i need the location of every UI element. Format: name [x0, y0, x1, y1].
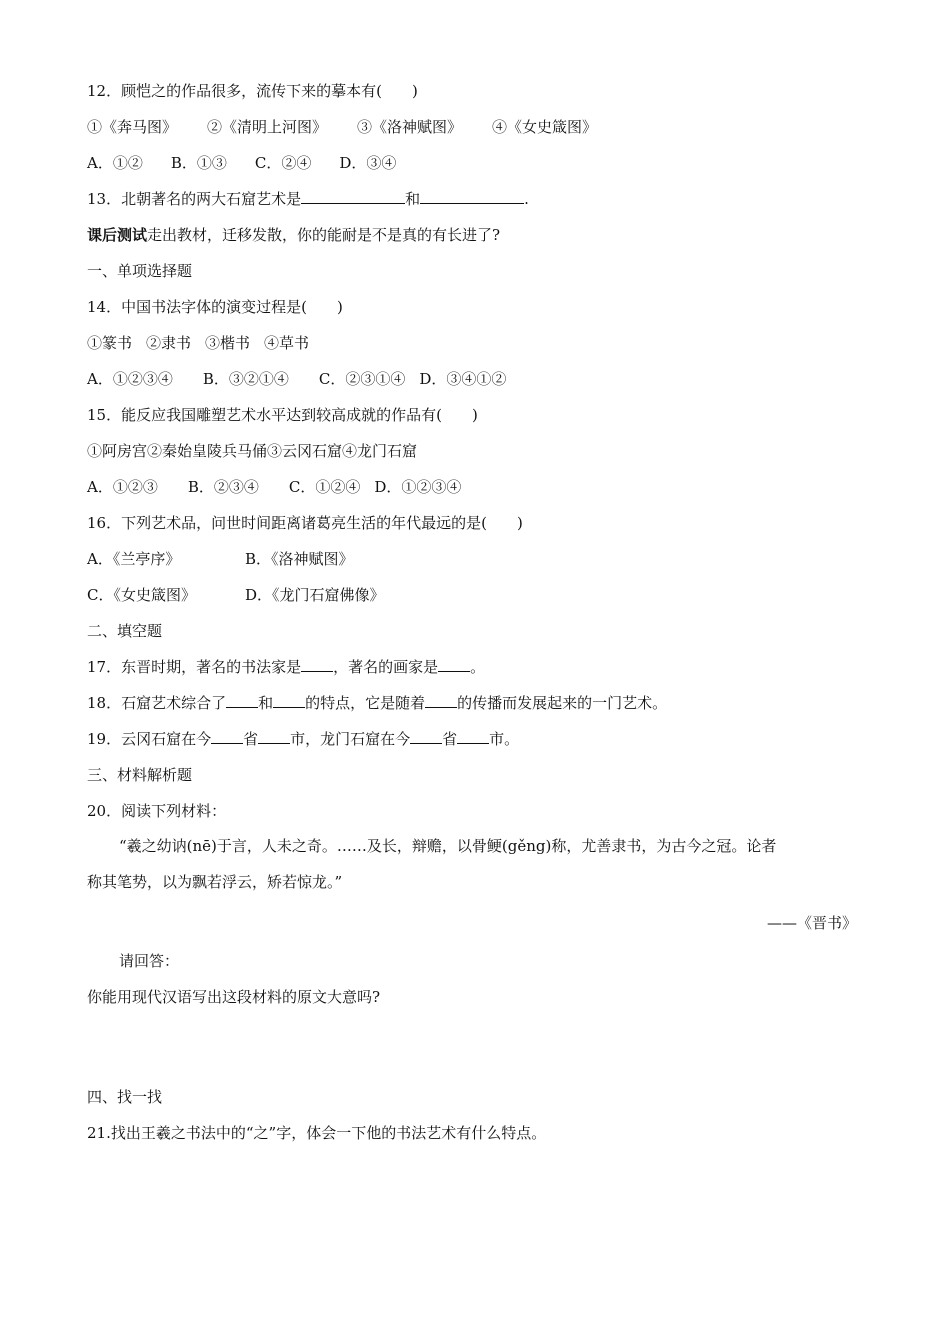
q17-part-2: ，著名的画家是 [333, 658, 439, 676]
q16-option-c: C．《女史箴图》 [87, 586, 196, 604]
q14-option-a: A．①②③④ [87, 370, 173, 388]
q18-part-2: 和 [258, 694, 274, 712]
q16-options-row1 [87, 549, 354, 569]
q19-blank-1[interactable] [211, 729, 243, 744]
q12-option-a: A．①② [87, 154, 143, 172]
q19-line [87, 729, 519, 749]
q15-items: ①阿房宫②秦始皇陵兵马俑③云冈石窟④龙门石窟 [87, 442, 418, 460]
q20-quote-line-1: “羲之幼讷(nē)于言，人未之奇。……及长，辩赡，以骨鲠(gěng)称，尤善隶书，为古今之冠。论者 [119, 837, 777, 855]
q14-items [87, 333, 309, 353]
q12-option-c: C．②④ [254, 154, 312, 172]
q14-stem: 14．中国书法字体的演变过程是( ) [87, 298, 343, 316]
q20-quote-line-2: 称其笔势，以为飘若浮云，矫若惊龙。” [87, 873, 343, 891]
q20-stem: 20．阅读下列材料： [87, 802, 227, 820]
q17-line [87, 657, 485, 677]
section-heading-3: 三、材料解析题 [87, 766, 193, 784]
post-test-text: 走出教材，迁移发散，你的能耐是不是真的有长进了? [147, 226, 501, 244]
q17-part-3: 。 [470, 658, 486, 676]
section-heading-2: 二、填空题 [87, 622, 163, 640]
q12-option-b: B．①③ [170, 154, 227, 172]
q14-item-2: ②隶书 [146, 334, 192, 352]
q20-question: 你能用现代汉语写出这段材料的原文大意吗? [87, 988, 381, 1006]
q15-option-a: A．①②③ [87, 478, 158, 496]
q18-part-4: 的传播而发展起来的一门艺术。 [457, 694, 668, 712]
q19-part-4: 省 [442, 730, 458, 748]
section-heading-4: 四、找一找 [87, 1088, 163, 1106]
q12-option-d: D．③④ [339, 154, 397, 172]
post-test-line [87, 225, 500, 245]
q13-prefix: 13．北朝著名的两大石窟艺术是 [87, 190, 302, 208]
q17-blank-1[interactable] [301, 657, 333, 672]
q18-part-1: 18．石窟艺术综合了 [87, 694, 227, 712]
q19-part-3: 市，龙门石窟在今 [290, 730, 411, 748]
q15-stem: 15．能反应我国雕塑艺术水平达到较高成就的作品有( ) [87, 406, 478, 424]
q13-suffix: . [524, 190, 529, 208]
q14-option-d: D．③④①② [419, 370, 507, 388]
section-heading-1: 一、单项选择题 [87, 262, 193, 280]
q13-blank-2[interactable] [420, 189, 524, 204]
q14-item-4: ④草书 [264, 334, 310, 352]
q20-ask: 请回答： [119, 952, 180, 970]
q13-middle: 和 [405, 190, 421, 208]
q12-item-3: ③《洛神赋图》 [357, 118, 463, 136]
q14-option-b: B．③②①④ [202, 370, 289, 388]
q12-item-1: ①《奔马图》 [87, 118, 178, 136]
q18-part-3: 的特点，它是随着 [305, 694, 426, 712]
q21-text: 21.找出王羲之书法中的“之”字，体会一下他的书法艺术有什么特点。 [87, 1124, 547, 1142]
q19-blank-2[interactable] [258, 729, 290, 744]
q19-blank-3[interactable] [410, 729, 442, 744]
q15-options [87, 477, 461, 497]
q16-option-b: B．《洛神赋图》 [245, 550, 354, 568]
q15-option-b: B．②③④ [187, 478, 259, 496]
q16-option-d: D．《龙门石窟佛像》 [245, 586, 385, 604]
q15-option-c: C．①②④ [288, 478, 361, 496]
q12-items [87, 117, 597, 137]
q14-option-c: C．②③①④ [318, 370, 406, 388]
q18-blank-3[interactable] [425, 693, 457, 708]
q12-options [87, 153, 396, 173]
q20-source: ——《晋书》 [766, 914, 857, 932]
q15-option-d: D．①②③④ [374, 478, 462, 496]
q12-item-4: ④《女史箴图》 [492, 118, 598, 136]
q17-part-1: 17．东晋时期，著名的书法家是 [87, 658, 302, 676]
q18-blank-2[interactable] [273, 693, 305, 708]
q13-blank-1[interactable] [301, 189, 405, 204]
q12-stem: 12．顾恺之的作品很多，流传下来的摹本有( ) [87, 82, 418, 100]
q16-option-a: A．《兰亭序》 [87, 550, 181, 568]
q16-options-row2 [87, 585, 385, 605]
q14-item-3: ③楷书 [205, 334, 251, 352]
q19-blank-4[interactable] [457, 729, 489, 744]
q18-line [87, 693, 667, 713]
post-test-label: 课后测试 [87, 226, 148, 244]
q18-blank-1[interactable] [226, 693, 258, 708]
q19-part-1: 19．云冈石窟在今 [87, 730, 212, 748]
q16-stem: 16．下列艺术品，问世时间距离诸葛亮生活的年代最远的是( ) [87, 514, 523, 532]
q13-line [87, 189, 529, 209]
q14-item-1: ①篆书 [87, 334, 133, 352]
q12-item-2: ②《清明上河图》 [207, 118, 328, 136]
q19-part-2: 省 [243, 730, 259, 748]
q14-options [87, 369, 506, 389]
q19-part-5: 市。 [489, 730, 520, 748]
q17-blank-2[interactable] [438, 657, 470, 672]
